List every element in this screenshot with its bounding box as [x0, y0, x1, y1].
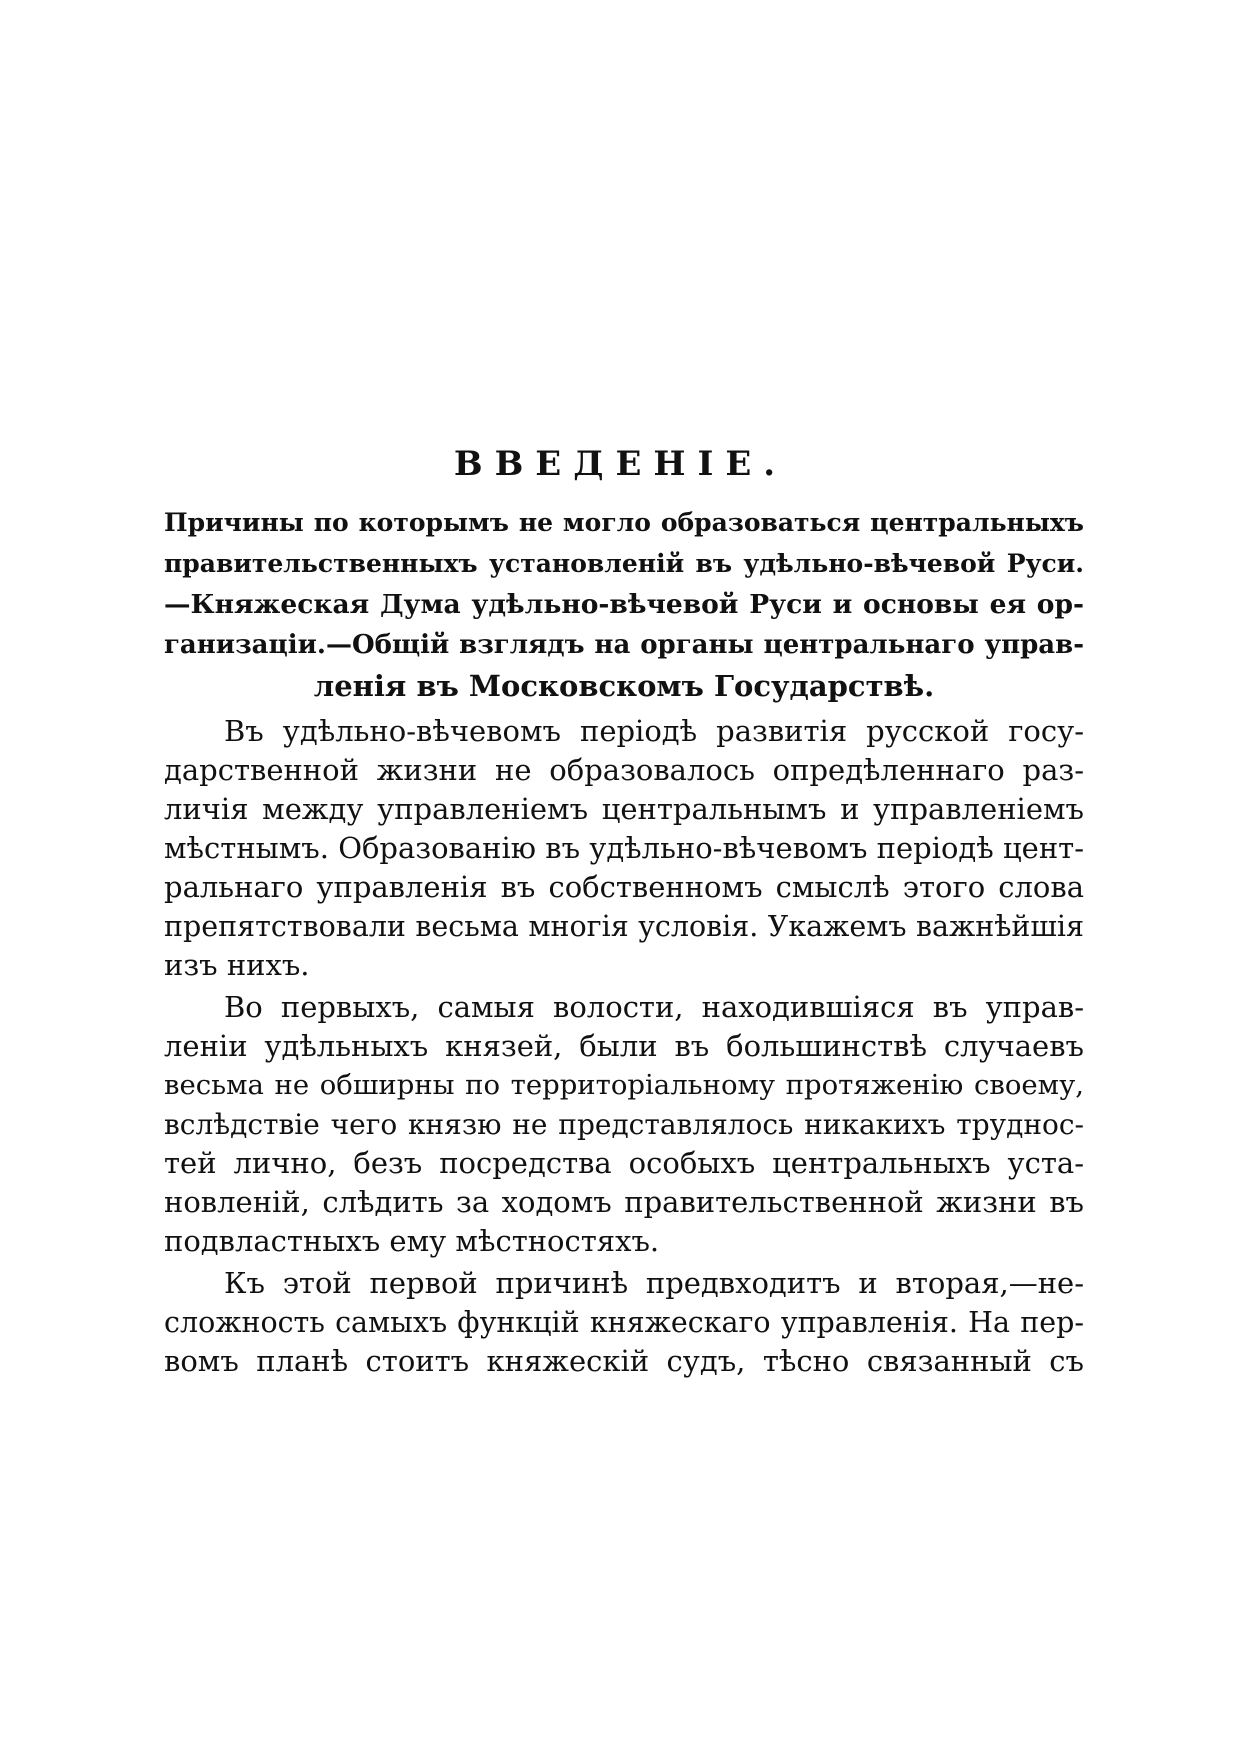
text-line: вслѣдствіе чего князю не представлялось никакихъ труднос- [164, 1108, 1084, 1141]
text-line: изъ нихъ. [164, 948, 310, 982]
text-line: подвластныхъ ему мѣстностяхъ. [164, 1224, 660, 1258]
text-line: дарственной жизни не образовалось опредѣленнаго раз- [164, 753, 1084, 787]
text-line: мѣстнымъ. Образованію въ удѣльно-вѣчевомъ періодѣ цент- [164, 831, 1084, 865]
chapter-summary [164, 502, 1084, 707]
summary-line: ганизаціи.—Общій взглядъ на органы центральнаго управ- [164, 630, 1084, 660]
text-line: Къ этой первой причинѣ предвходитъ и вторая,—не- [224, 1266, 1084, 1300]
text-line: тей лично, безъ посредства особыхъ центральныхъ уста- [164, 1146, 1084, 1180]
text-line: леніи удѣльныхъ князей, были въ большинствѣ случаевъ [164, 1029, 1084, 1063]
paragraph-2 [164, 988, 1084, 1261]
text-line: препятствовали весьма многія условія. Укажемъ важнѣйшія [164, 910, 1084, 943]
body-text [164, 712, 1084, 1384]
text-line: новленій, слѣдить за ходомъ правительственной жизни въ [164, 1185, 1084, 1219]
chapter-heading: ВВЕДЕНІЕ. [453, 444, 788, 484]
paragraph-1 [164, 712, 1084, 985]
summary-line: —Княжеская Дума удѣльно-вѣчевой Руси и основы ея ор- [164, 589, 1084, 620]
text-line: ральнаго управленія въ собственномъ смыслѣ этого слова [164, 870, 1084, 904]
text-line: Во первыхъ, самыя волости, находившіяся въ управ- [224, 990, 1084, 1024]
summary-line: правительственныхъ установленій въ удѣльно-вѣчевой Руси. [164, 549, 1084, 578]
text-line: Въ удѣльно-вѣчевомъ періодѣ развитія русской госу- [224, 714, 1084, 748]
paragraph-3 [164, 1264, 1084, 1381]
text-line: вомъ планѣ стоитъ княжескій судъ, тѣсно связанный съ [164, 1344, 1084, 1378]
text-line: весьма не обширны по территоріальному протяженію своему, [164, 1069, 1084, 1101]
summary-line: ленія въ Московскомъ Государствѣ. [313, 669, 935, 703]
text-line: сложность самыхъ функцій княжескаго управленія. На пер- [164, 1306, 1084, 1339]
text-line: личія между управленіемъ центральнымъ и управленіемъ [164, 792, 1084, 826]
summary-line: Причины по которымъ не могло образоваться центральныхъ [164, 508, 1084, 537]
